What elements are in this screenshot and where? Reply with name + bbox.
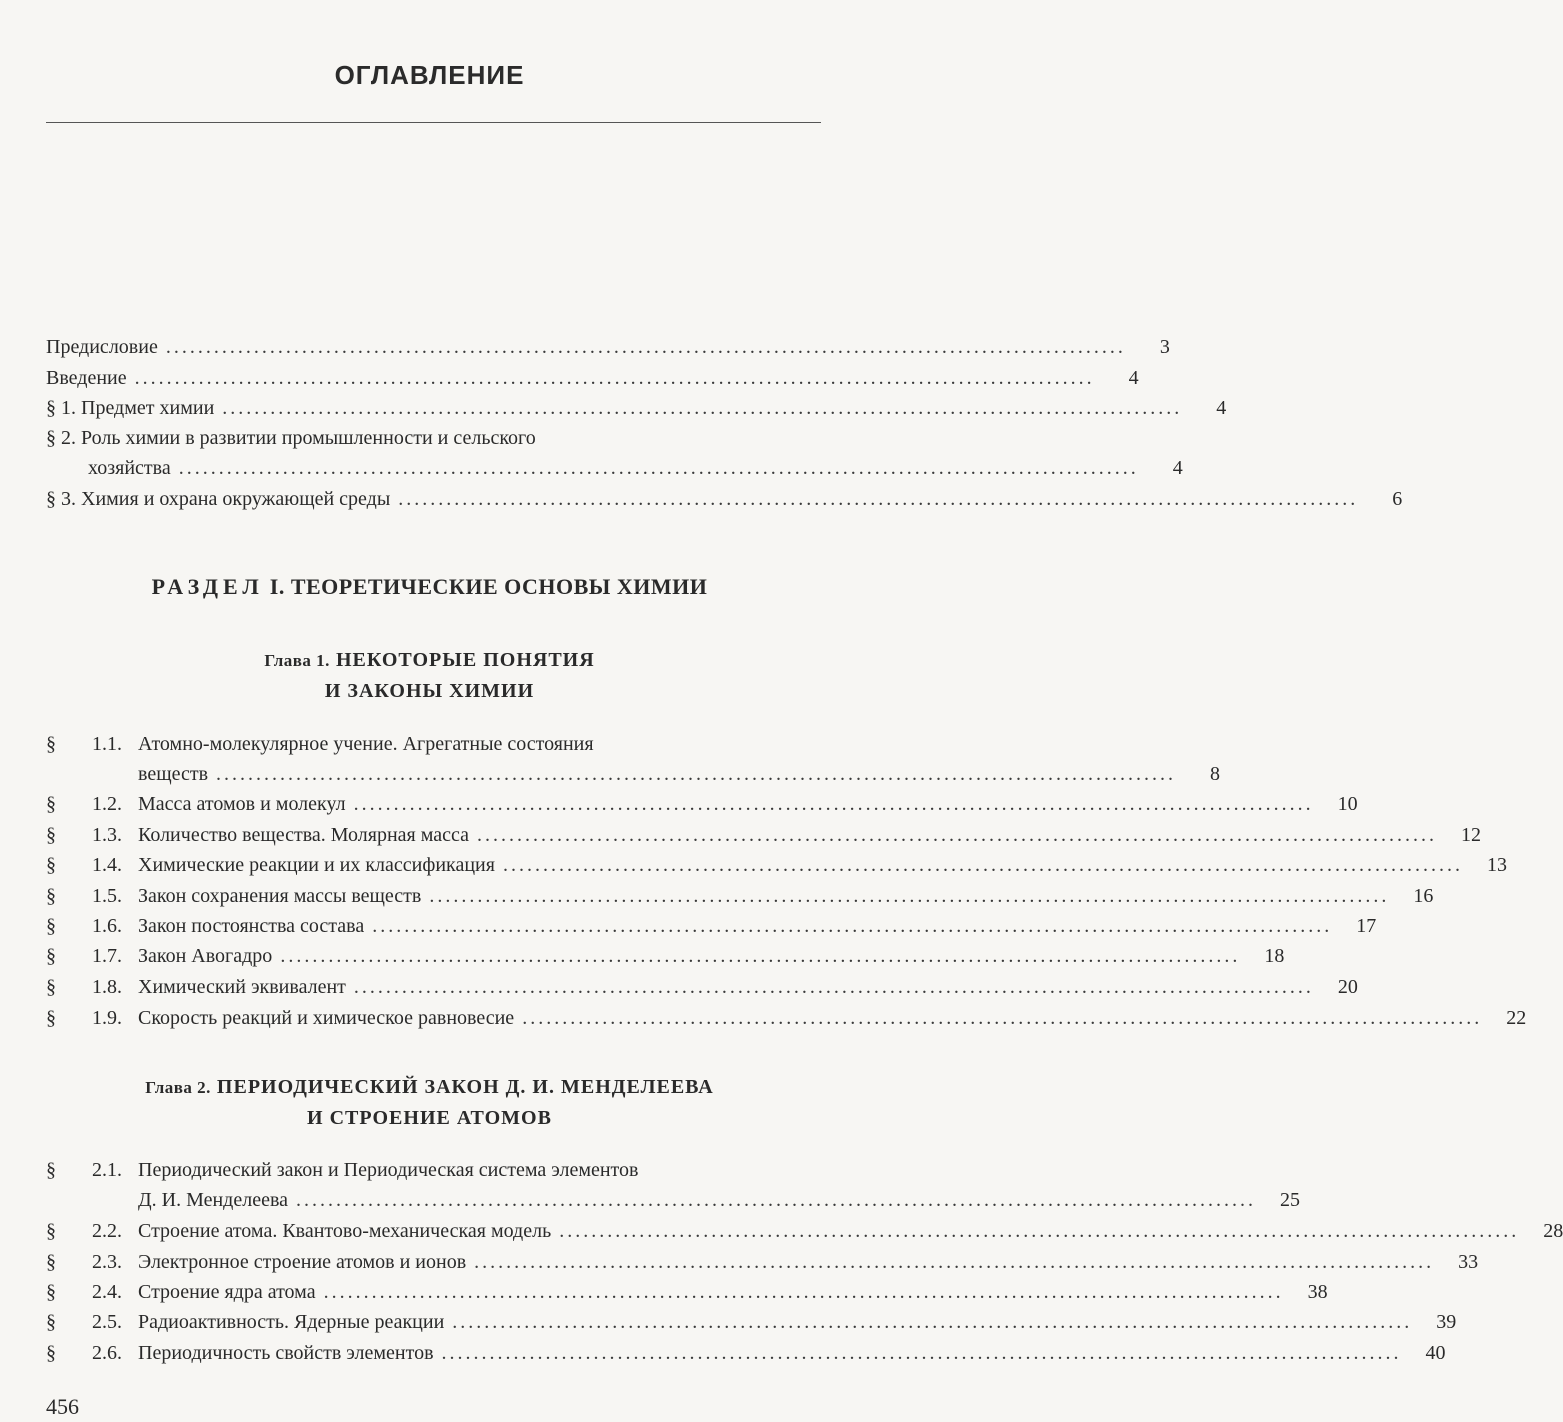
dot-leader: ........................................................................................................................ <box>323 1281 1284 1303</box>
section-mark: § <box>46 976 56 998</box>
toc-entry-text: Периодичность свойств элементов <box>138 1342 434 1364</box>
toc-page-number: 6 <box>1392 488 1403 510</box>
part-title: I. ТЕОРЕТИЧЕСКИЕ ОСНОВЫ ХИМИИ <box>269 574 708 599</box>
section-number: 2.5. <box>92 1311 122 1333</box>
toc-entry-text: Д. И. Менделеева <box>138 1189 289 1211</box>
chapter-title: ПЕРИОДИЧЕСКИЙ ЗАКОН Д. И. МЕНДЕЛЕЕВА <box>216 1076 714 1098</box>
section-mark: § <box>46 1281 56 1303</box>
toc-entry-text: веществ <box>138 763 209 785</box>
section-mark: § <box>46 1007 56 1029</box>
dot-leader: ........................................................................................................................ <box>353 793 1314 815</box>
section-mark: § <box>46 915 56 937</box>
toc-page-number: 8 <box>1210 763 1221 785</box>
toc-entry-1-7 <box>138 942 1285 970</box>
section-mark: § <box>46 854 56 876</box>
section-mark: § <box>46 733 56 755</box>
section-number: 2.1. <box>92 1159 122 1181</box>
toc-page-number: 40 <box>1425 1342 1446 1364</box>
chapter-1-heading-line1 <box>0 645 859 676</box>
toc-entry-text: Радиоактивность. Ядерные реакции <box>138 1311 445 1333</box>
toc-entry-section-1 <box>46 394 1227 422</box>
toc-page-number: 17 <box>1356 915 1377 937</box>
section-mark: § <box>46 793 56 815</box>
toc-entry-text: § 3. Химия и охрана окружающей среды <box>46 488 391 510</box>
toc-entry-text: Масса атомов и молекул <box>138 793 346 815</box>
dot-leader: ........................................................................................................................ <box>178 457 1139 479</box>
section-number: 1.4. <box>92 854 122 876</box>
section-number: 1.1. <box>92 733 122 755</box>
dot-leader: ........................................................................................................................ <box>216 763 1177 785</box>
toc-page-number: 39 <box>1436 1311 1457 1333</box>
dot-leader: ........................................................................................................................ <box>134 367 1095 389</box>
toc-entry-1-3 <box>138 821 1482 849</box>
toc-page-number: 38 <box>1307 1281 1328 1303</box>
section-mark: § <box>46 885 56 907</box>
section-number: 1.6. <box>92 915 122 937</box>
toc-entry-1-4 <box>138 851 1507 879</box>
toc-entry-text: Строение атома. Квантово-механическая модель <box>138 1220 552 1242</box>
section-number: 1.7. <box>92 945 122 967</box>
toc-entry-1-1 <box>138 760 1221 788</box>
toc-page-number: 22 <box>1506 1007 1527 1029</box>
section-mark: § <box>46 1311 56 1333</box>
dot-leader: ........................................................................................................................ <box>429 885 1390 907</box>
toc-entry-section-3 <box>46 485 1403 513</box>
toc-entry-1-1-line1: Атомно-молекулярное учение. Агрегатные состояния <box>138 733 594 755</box>
page-title: ОГЛАВЛЕНИЕ <box>334 60 525 90</box>
toc-entry-2-1-line1: Периодический закон и Периодическая система элементов <box>138 1159 639 1181</box>
dot-leader: ........................................................................................................................ <box>477 824 1438 846</box>
section-number: 1.3. <box>92 824 122 846</box>
toc-entry-text: Количество вещества. Молярная масса <box>138 824 470 846</box>
title-divider <box>46 122 821 123</box>
toc-entry-2-4 <box>138 1278 1328 1306</box>
toc-page-number: 25 <box>1280 1189 1301 1211</box>
toc-entry-text: Закон сохранения массы веществ <box>138 885 422 907</box>
section-mark: § <box>46 1159 56 1181</box>
dot-leader: ........................................................................................................................ <box>280 945 1241 967</box>
toc-entry-2-1 <box>138 1186 1301 1214</box>
section-mark: § <box>46 1220 56 1242</box>
dot-leader: ........................................................................................................................ <box>165 336 1126 358</box>
toc-entry-introduction <box>46 364 1139 392</box>
toc-entry-section-2-line1: § 2. Роль химии в развитии промышленности и сельского <box>46 427 536 449</box>
section-mark: § <box>46 1342 56 1364</box>
toc-page-number: 13 <box>1486 854 1507 876</box>
dot-leader: ........................................................................................................................ <box>452 1311 1413 1333</box>
toc-entry-2-5 <box>138 1308 1457 1336</box>
toc-entry-text: Закон Авогадро <box>138 945 273 967</box>
toc-entry-text: § 1. Предмет химии <box>46 397 215 419</box>
section-number: 2.3. <box>92 1251 122 1273</box>
section-mark: § <box>46 824 56 846</box>
toc-page-number: 16 <box>1413 885 1434 907</box>
toc-page-number: 18 <box>1264 945 1285 967</box>
toc-page-number: 20 <box>1337 976 1358 998</box>
chapter-2-heading-line1 <box>0 1072 859 1103</box>
section-mark: § <box>46 945 56 967</box>
toc-page-number: 33 <box>1458 1251 1479 1273</box>
dot-leader: ........................................................................................................................ <box>522 1007 1483 1029</box>
toc-page-number: 4 <box>1216 397 1227 419</box>
toc-entry-text: Предисловие <box>46 336 158 358</box>
dot-leader: ........................................................................................................................ <box>222 397 1183 419</box>
toc-entry-text: Введение <box>46 367 127 389</box>
toc-entry-1-6 <box>138 912 1377 940</box>
dot-leader: ........................................................................................................................ <box>502 854 1463 876</box>
toc-entry-1-9 <box>138 1004 1527 1032</box>
chapter-title: НЕКОТОРЫЕ ПОНЯТИЯ <box>335 649 595 671</box>
toc-entry-text: Химические реакции и их классификация <box>138 854 495 876</box>
toc-page-number: 10 <box>1337 793 1358 815</box>
section-number: 2.4. <box>92 1281 122 1303</box>
section-number: 2.2. <box>92 1220 122 1242</box>
toc-entry-2-3 <box>138 1248 1479 1276</box>
toc-entry-text: Химический эквивалент <box>138 976 346 998</box>
chapter-1-heading <box>0 645 859 706</box>
toc-page-number: 4 <box>1128 367 1139 389</box>
chapter-2-heading-line2: И СТРОЕНИЕ АТОМОВ <box>307 1107 552 1129</box>
dot-leader: ........................................................................................................................ <box>474 1251 1435 1273</box>
toc-page-number: 12 <box>1461 824 1482 846</box>
dot-leader: ........................................................................................................................ <box>372 915 1333 937</box>
chapter-label: Глава 1. <box>264 651 330 670</box>
chapter-label: Глава 2. <box>145 1078 211 1097</box>
toc-entry-1-2 <box>138 790 1358 818</box>
dot-leader: ........................................................................................................................ <box>559 1220 1520 1242</box>
dot-leader: ........................................................................................................................ <box>441 1342 1402 1364</box>
section-number: 2.6. <box>92 1342 122 1364</box>
toc-entry-section-2 <box>88 454 1183 482</box>
page-number: 456 <box>46 1394 79 1419</box>
dot-leader: ........................................................................................................................ <box>296 1189 1257 1211</box>
section-mark: § <box>46 1251 56 1273</box>
toc-entry-2-2 <box>138 1217 1563 1245</box>
dot-leader: ........................................................................................................................ <box>353 976 1314 998</box>
toc-entry-text: Закон постоянства состава <box>138 915 365 937</box>
section-number: 1.5. <box>92 885 122 907</box>
toc-entry-preface <box>46 333 1170 361</box>
toc-page-number: 28 <box>1543 1220 1563 1242</box>
toc-entry-1-5 <box>138 882 1434 910</box>
chapter-1-heading-line2: И ЗАКОНЫ ХИМИИ <box>324 680 535 702</box>
section-number: 1.2. <box>92 793 122 815</box>
part-prefix: РАЗДЕЛ <box>151 574 264 599</box>
toc-entry-2-6 <box>138 1339 1446 1367</box>
dot-leader: ........................................................................................................................ <box>398 488 1359 510</box>
chapter-2-heading <box>0 1072 859 1133</box>
toc-entry-text: Скорость реакций и химическое равновесие <box>138 1007 515 1029</box>
toc-page-number: 3 <box>1159 336 1170 358</box>
toc-entry-text: Строение ядра атома <box>138 1281 316 1303</box>
section-number: 1.8. <box>92 976 122 998</box>
toc-entry-1-8 <box>138 973 1358 1001</box>
toc-entry-text: хозяйства <box>88 457 171 479</box>
section-number: 1.9. <box>92 1007 122 1029</box>
toc-entry-text: Электронное строение атомов и ионов <box>138 1251 467 1273</box>
toc-page-number: 4 <box>1172 457 1183 479</box>
part-heading <box>0 574 859 600</box>
